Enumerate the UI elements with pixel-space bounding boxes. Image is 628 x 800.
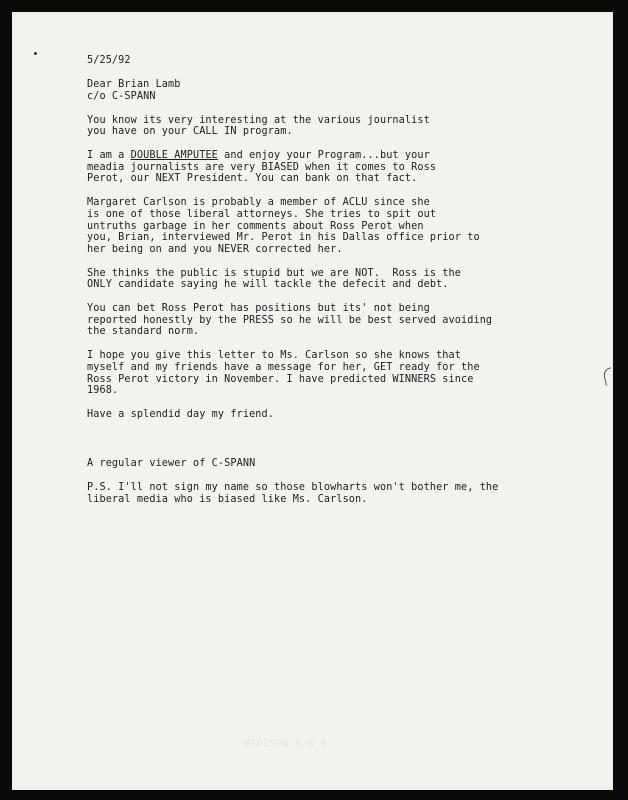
paragraph xyxy=(87,350,577,396)
margin-pencil-mark xyxy=(602,367,614,385)
postscript-line: liberal media who is biased like Ms. Carlson. xyxy=(87,493,368,505)
salutation-line: c/o C-SPANN xyxy=(87,90,156,102)
faint-stamp: WIDISON 0/6 6 xyxy=(244,739,328,749)
paragraph-line: you, Brian, interviewed Mr. Perot in his Dallas office prior to xyxy=(87,232,480,244)
paragraph-line: Perot, our NEXT President. You can bank on that fact. xyxy=(87,173,418,185)
paragraph-line: untruths garbage in her comments about Ross Perot when xyxy=(87,220,424,232)
signoff: A regular viewer of C-SPANN xyxy=(87,457,256,469)
letter-date: 5/25/92 xyxy=(87,55,131,66)
paragraph-line: reported honestly by the PRESS so he will be best served avoiding xyxy=(87,314,493,326)
paragraph-line: is one of those liberal attorneys. She tries to spit out xyxy=(87,208,437,220)
paragraph-line: meadia journalists are very BIASED when it comes to Ross xyxy=(87,161,437,173)
paragraph-line: you have on your CALL IN program. xyxy=(87,126,293,138)
punch-mark xyxy=(34,52,37,55)
paragraph-line: Ross Perot victory in November. I have predicted WINNERS since xyxy=(87,373,474,385)
paragraph xyxy=(87,197,577,255)
salutation-line: Dear Brian Lamb xyxy=(87,78,181,90)
paragraph-line: You can bet Ross Perot has positions but its' not being xyxy=(87,303,430,315)
letter-paragraphs xyxy=(87,115,577,421)
paragraph-line: her being on and you NEVER corrected her. xyxy=(87,243,343,255)
paragraph xyxy=(87,303,577,338)
paragraph-line: Margaret Carlson is probably a member of ACLU since she xyxy=(87,197,430,209)
paragraph-line: myself and my friends have a message for her, GET ready for the xyxy=(87,362,480,374)
paragraph xyxy=(87,409,577,421)
paragraph-line: She thinks the public is stupid but we are NOT. Ross is the xyxy=(87,267,462,279)
postscript-line: P.S. I'll not sign my name so those blowharts won't bother me, the xyxy=(87,481,499,493)
paragraph-line: I hope you give this letter to Ms. Carlson so she knows that xyxy=(87,350,462,362)
paragraph-line: ONLY candidate saying he will tackle the defecit and debt. xyxy=(87,279,449,291)
paragraph-line: the standard norm. xyxy=(87,326,200,338)
paragraph xyxy=(87,115,577,138)
paragraph-line: 1968. xyxy=(87,385,119,397)
underlined-text: DOUBLE AMPUTEE xyxy=(130,150,218,162)
paragraph-line: You know its very interesting at the various journalist xyxy=(87,114,430,126)
paragraph xyxy=(87,268,577,291)
paragraph-line: I am a DOUBLE AMPUTEE and enjoy your Program...but your xyxy=(87,150,430,162)
letter-body xyxy=(87,55,577,505)
paragraph-line: Have a splendid day my friend. xyxy=(87,409,275,421)
paragraph xyxy=(87,150,577,185)
